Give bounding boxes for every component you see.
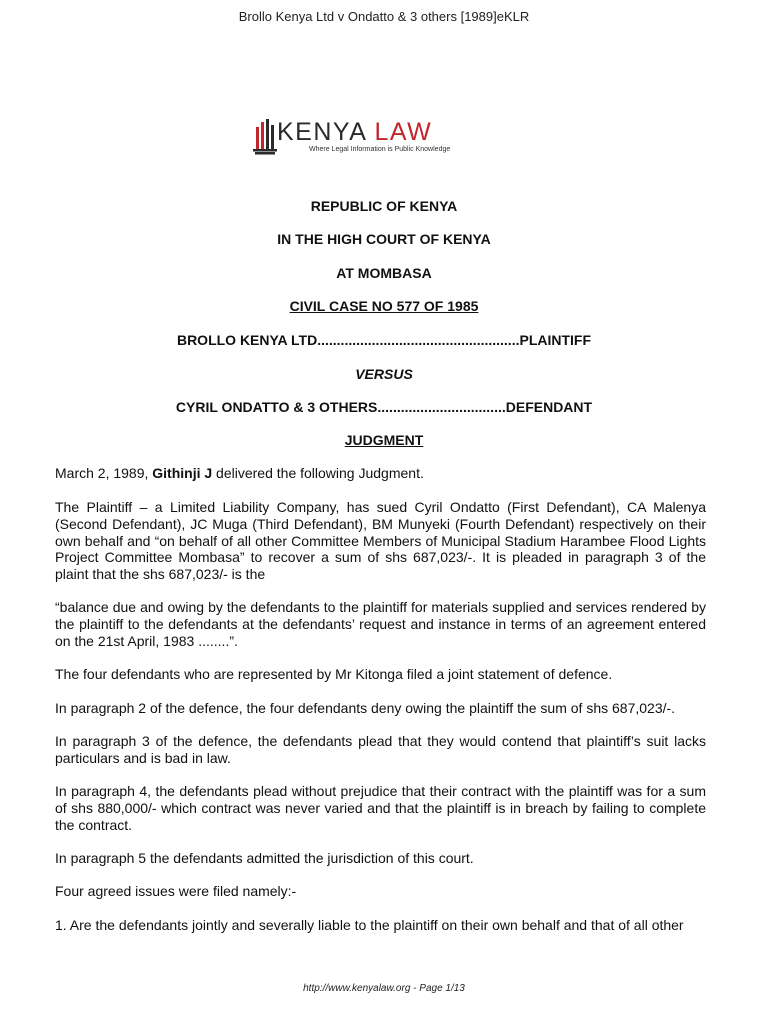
paragraph-intro (55, 465, 706, 482)
defendant-line: CYRIL ONDATTO & 3 OTHERS.................................DEFENDANT (175, 399, 593, 415)
republic-heading: REPUBLIC OF KENYA (310, 198, 458, 214)
paragraph-issue-1: 1. Are the defendants jointly and severally liable to the plaintiff on their own behalf and that of all other (55, 917, 684, 933)
paragraph-defence-5: In paragraph 5 the defendants admitted the jurisdiction of this court. (55, 850, 474, 866)
logo-word-kenya: KENYA (277, 118, 367, 146)
paragraph-plaintiff-claim: The Plaintiff – a Limited Liability Company, has sued Cyril Ondatto (First Defendant), CA Malenya (Second Defendant), JC Muga (Third Defendant), BM Munyeki (Fourth Defendant) respectively on their own behalf and “on behalf of all other Committee Members of Municipal Stadium Harambee Flood Lights Project Committee Mombasa” to recover a sum of shs 687,023/-. It is pleaded in paragraph 3 of the plaint that the shs 687,023/- is the (55, 499, 706, 583)
case-number: CIVIL CASE NO 577 OF 1985 (289, 298, 479, 314)
paragraph-issues-intro: Four agreed issues were filed namely:- (55, 883, 297, 899)
pillars-icon (253, 117, 279, 155)
running-header: Brollo Kenya Ltd v Ondatto & 3 others [1989]eKLR (238, 9, 530, 24)
intro-text: March 2, 1989, (55, 465, 153, 481)
logo-word-law: LAW (374, 118, 433, 146)
paragraph-defence-3: In paragraph 3 of the defence, the defendants plead that they would contend that plaintiff’s suit lacks particulars and is bad in law. (55, 733, 706, 766)
kenya-law-logo (253, 117, 465, 157)
location-heading: AT MOMBASA (336, 265, 432, 281)
plaintiff-line: BROLLO KENYA LTD....................................................PLAINTIFF (176, 332, 592, 348)
paragraph-defence-2: In paragraph 2 of the defence, the four defendants deny owing the plaintiff the sum of shs 687,023/-. (55, 700, 676, 716)
logo-tagline: Where Legal Information is Public Knowledge (309, 146, 451, 153)
paragraph-defence-statement: The four defendants who are represented by Mr Kitonga filed a joint statement of defence. (55, 666, 613, 682)
paragraph-defence-4: In paragraph 4, the defendants plead without prejudice that their contract with the plaintiff was for a sum of shs 880,000/- which contract was never varied and that the plaintiff is in breach by failing to complete the contract. (55, 783, 706, 833)
judge-name: Githinji J (152, 465, 213, 481)
paragraph-quoted-plaint: “balance due and owing by the defendants to the plaintiff for materials supplied and services rendered by the plaintiff to the defendants at the defendants’ request and instance in terms of an agreement entered on the 21st April, 1983 ........”. (55, 599, 706, 649)
logo-wordmark (277, 118, 432, 146)
versus-heading: VERSUS (355, 366, 413, 382)
judgment-heading: JUDGMENT (344, 432, 424, 448)
page-footer: http://www.kenyalaw.org - Page 1/13 (303, 983, 465, 994)
intro-text-end: delivered the following Judgment. (212, 465, 424, 481)
court-heading: IN THE HIGH COURT OF KENYA (277, 231, 491, 247)
